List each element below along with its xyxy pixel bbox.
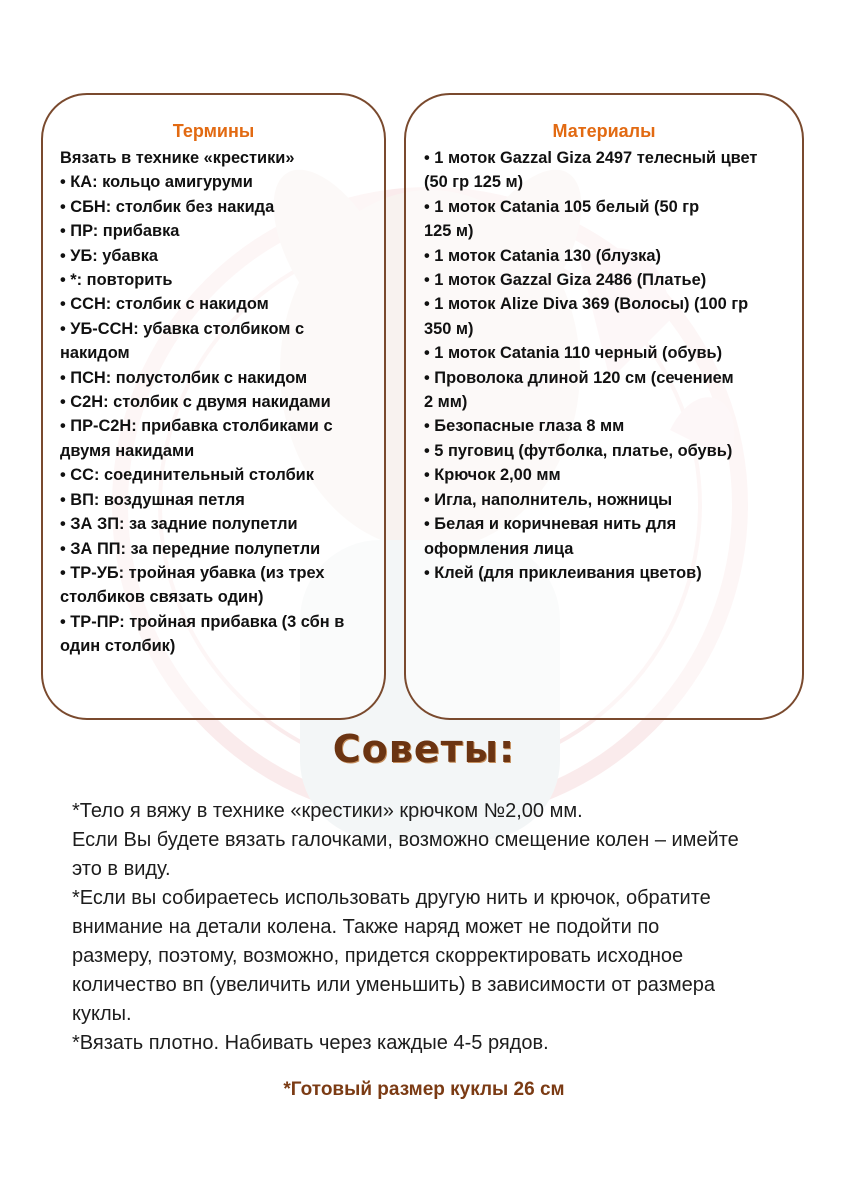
terms-line: один столбик) <box>60 637 176 656</box>
terms-line: • СБН: столбик без накида <box>60 197 275 216</box>
terms-line: • ТР-УБ: тройная убавка (из трех <box>60 563 325 582</box>
materials-line: • Безопасные глаза 8 мм <box>424 417 625 436</box>
materials-line: • Клей (для приклеивания цветов) <box>424 563 702 582</box>
tips-line: куклы. <box>72 1003 132 1025</box>
materials-line: • 1 моток Catania 105 белый (50 гр <box>424 197 700 216</box>
materials-line: • 1 моток Gazzal Giza 2497 телесный цвет <box>424 149 758 167</box>
tips-text <box>72 797 782 1058</box>
tips-line: *Тело я вяжу в технике «крестики» крючком №2,00 мм. <box>72 800 583 822</box>
terms-line: • ВП: воздушная петля <box>60 490 245 509</box>
terms-line: • КА: кольцо амигуруми <box>60 173 253 192</box>
tips-line: внимание на детали колена. Также наряд может не подойти по <box>72 916 660 938</box>
materials-line: 350 м) <box>424 319 474 338</box>
tips-line: размеру, поэтому, возможно, придется скорректировать исходное <box>72 945 684 967</box>
terms-line: • УБ-ССН: убавка столбиком с <box>60 319 305 338</box>
materials-line: • Крючок 2,00 мм <box>424 466 561 485</box>
materials-line: • Белая и коричневая нить для <box>424 515 677 534</box>
terms-line: накидом <box>60 344 130 363</box>
terms-title: Термины <box>172 121 255 141</box>
terms-line: • ПР: прибавка <box>60 222 180 241</box>
materials-title: Материалы <box>552 121 656 141</box>
final-size-note: *Готовый размер куклы 26 см <box>283 1079 565 1100</box>
terms-line: • ЗА ЗП: за задние полупетли <box>60 515 298 534</box>
tips-line: *Вязать плотно. Набивать через каждые 4-5 рядов. <box>72 1032 549 1054</box>
terms-line: • ПР-С2Н: прибавка столбиками с <box>60 417 333 436</box>
terms-line: • ССН: столбик с накидом <box>60 295 269 314</box>
materials-line: 2 мм) <box>424 393 468 412</box>
materials-line: • Игла, наполнитель, ножницы <box>424 490 673 509</box>
terms-line: двумя накидами <box>60 441 195 460</box>
materials-list <box>424 146 789 585</box>
terms-line: • *: повторить <box>60 271 173 290</box>
terms-line: • УБ: убавка <box>60 246 159 265</box>
terms-line: • ЗА ПП: за передние полупетли <box>60 539 321 558</box>
tips-line: Если Вы будете вязать галочками, возможно смещение колен – имейте <box>72 829 739 851</box>
terms-line: • ПСН: полустолбик с накидом <box>60 368 308 387</box>
terms-line: • СС: соединительный столбик <box>60 466 314 485</box>
materials-line: • 1 моток Alize Diva 369 (Волосы) (100 гр <box>424 295 749 314</box>
terms-line: • С2Н: столбик с двумя накидами <box>60 393 331 412</box>
terms-line: Вязать в технике «крестики» <box>60 149 295 167</box>
materials-panel <box>404 93 804 720</box>
materials-line: 125 м) <box>424 222 474 241</box>
terms-line: столбиков связать один) <box>60 588 264 607</box>
materials-line: • Проволока длиной 120 см (сечением <box>424 368 734 387</box>
materials-line: • 1 моток Gazzal Giza 2486 (Платье) <box>424 271 707 290</box>
terms-line: • ТР-ПР: тройная прибавка (3 сбн в <box>60 612 345 631</box>
tips-line: количество вп (увеличить или уменьшить) в зависимости от размера <box>72 974 715 996</box>
materials-line: • 5 пуговиц (футболка, платье, обувь) <box>424 441 733 460</box>
materials-line: (50 гр 125 м) <box>424 173 524 192</box>
materials-line: • 1 моток Catania 110 черный (обувь) <box>424 344 723 363</box>
terms-panel <box>41 93 386 720</box>
materials-line: оформления лица <box>424 539 574 558</box>
tips-heading: Советы: <box>332 727 516 771</box>
materials-line: • 1 моток Catania 130 (блузка) <box>424 246 661 265</box>
terms-list <box>60 146 380 659</box>
tips-line: это в виду. <box>72 858 171 880</box>
tips-line: *Если вы собираетесь использовать другую нить и крючок, обратите <box>72 887 711 909</box>
